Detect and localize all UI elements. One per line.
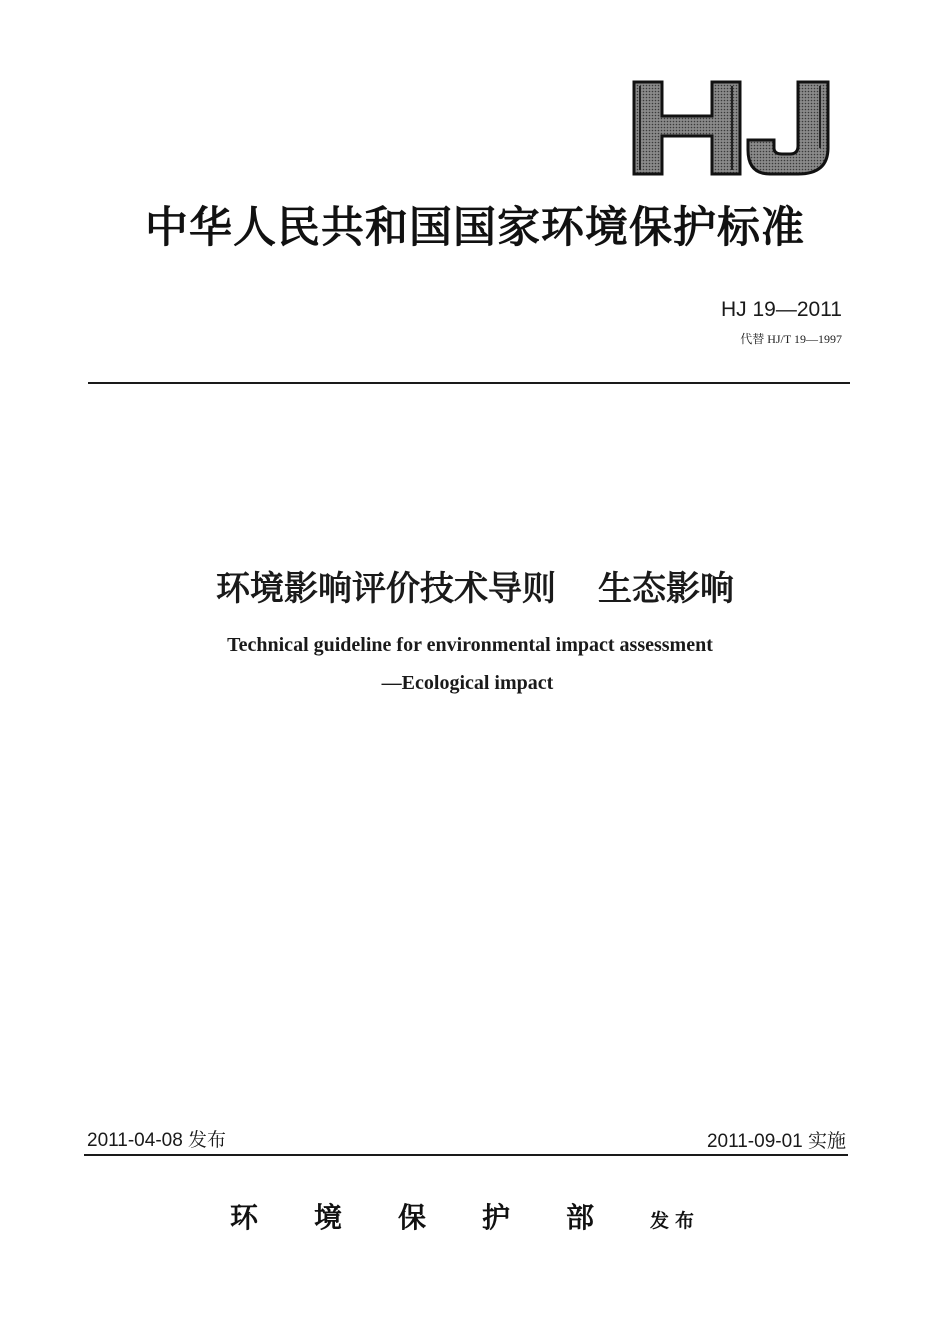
implementation-date: 2011-09-01 实施 — [706, 1131, 846, 1152]
issuer-char: 境 — [314, 1201, 343, 1234]
chinese-title — [0, 561, 950, 610]
issuer-char: 部 — [566, 1201, 595, 1234]
issuing-authority — [230, 1196, 700, 1236]
footer-rule — [84, 1154, 848, 1156]
issuer-char: 保 — [398, 1201, 427, 1234]
issuer-char: 环 — [230, 1201, 259, 1234]
issuer-action: 发布 — [650, 1210, 701, 1232]
standard-number: HJ 19—2011 — [720, 298, 842, 321]
chinese-title-main: 环境影响评价技术导则 — [216, 569, 556, 609]
replaces-note: 代替 HJ/T 19—1997 — [740, 332, 842, 346]
chinese-title-sub: 生态影响 — [598, 569, 734, 609]
english-title-line2: —Ecological impact — [381, 672, 554, 694]
header-rule — [88, 382, 850, 384]
issuer-char: 护 — [482, 1201, 511, 1234]
issue-date: 2011-04-08 发布 — [87, 1130, 227, 1151]
organization-title: 中华人民共和国国家环境保护标准 — [145, 203, 805, 253]
hj-logo — [630, 78, 840, 178]
english-title-line1: Technical guideline for environmental impact assessment — [227, 634, 713, 656]
